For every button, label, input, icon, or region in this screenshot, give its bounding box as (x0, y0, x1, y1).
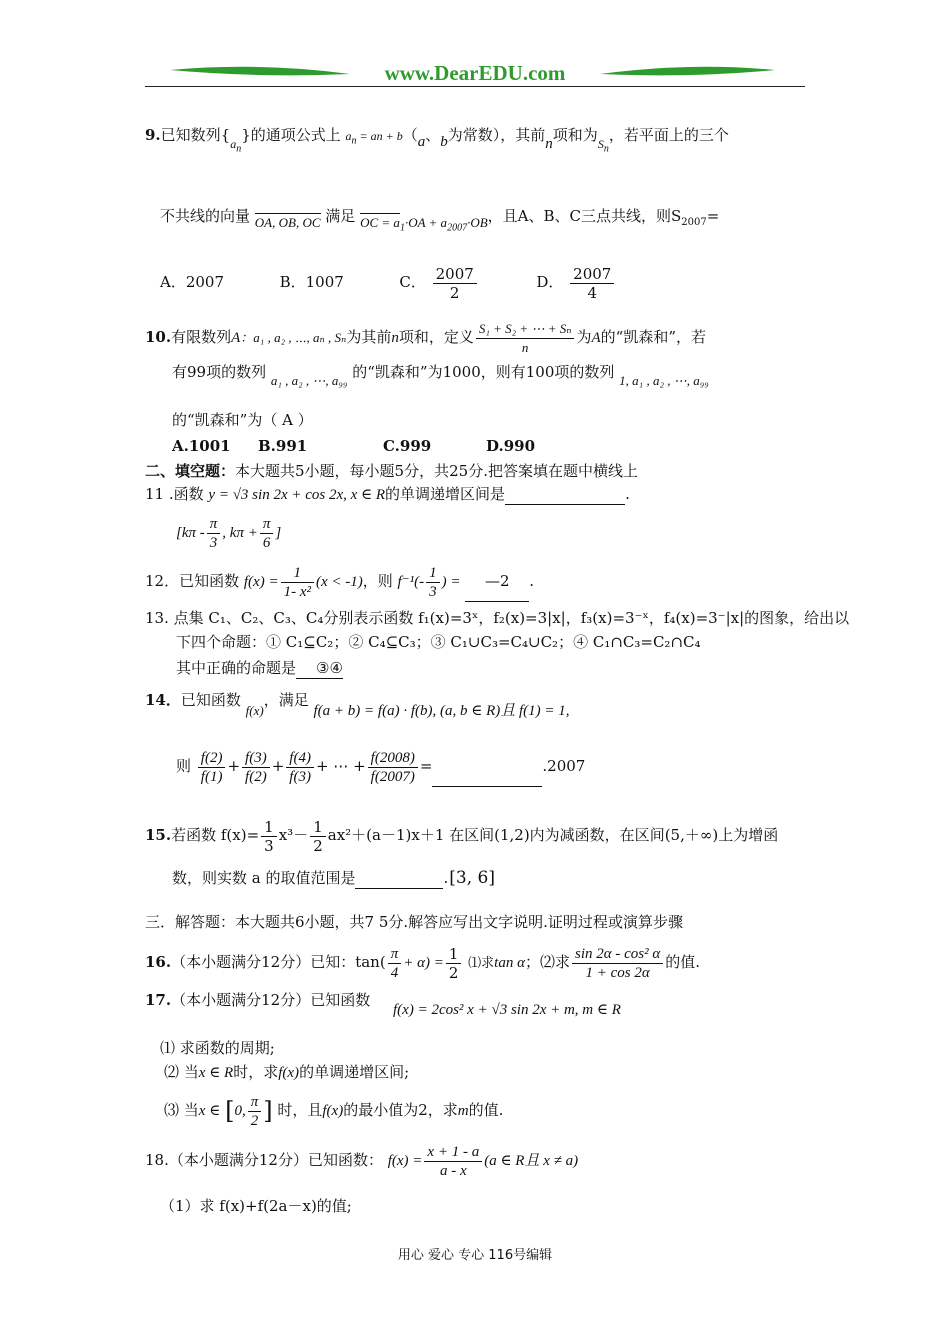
q12-finv: f⁻¹(- (397, 574, 425, 590)
q9-choice-c: C． (399, 273, 426, 291)
q12-number: 12． (145, 572, 180, 590)
q17-line1 (145, 990, 370, 1010)
q18-line1 (145, 1140, 578, 1181)
q9-formula: $a_n$ = an + b (345, 129, 403, 147)
q12-text: 已知函数 (179, 572, 240, 590)
q11-frac2: $\frac{\pi}{6}$ (260, 515, 274, 552)
q10-line2-text: 有99项的数列 (172, 363, 267, 381)
q14-line2: 则 $\frac{f(2)}{f(1)}$ + $\frac{f(3)}{f(2)}$ + $\frac{f(4)}{f(3)}$ + ⋯ + $\frac{f(2008)}{f(2007)}$ = .2007 (176, 746, 585, 787)
logo-swoosh-right (600, 67, 775, 76)
q10-n: n (391, 330, 399, 346)
q18-fx: f(x) = (387, 1153, 423, 1169)
section2-heading (145, 461, 638, 481)
q16-tan: tan α (494, 955, 525, 971)
q17-p3h: 的值. (468, 1101, 504, 1119)
q11-ans-a: [kπ - (176, 525, 205, 541)
q17-p2c: 时，求 (233, 1063, 279, 1081)
q18-frac: $\frac{x + 1 - a}{a - x}$ (424, 1143, 482, 1180)
section3-heading: 三．解答题：本大题共6小题，共7 5分.解答应写出文字说明.证明过程或演算步骤 (145, 913, 683, 931)
q16-tail: 的值. (665, 953, 701, 971)
q14-term4: $\frac{f(2008)}{f(2007)}$ (368, 749, 418, 786)
q10-frac: $\frac{\text{S₁ + S₂ + ⋯ + Sₙ}}{n}$ (476, 320, 575, 357)
q17-p3c: 0, (234, 1103, 246, 1119)
q11-formula: y = √3 sin 2x + cos 2x, x ∈ R (208, 487, 386, 503)
q12-cond: (x < -1) (315, 574, 363, 590)
q9-number: 9. (145, 126, 161, 144)
q13-line2: 下四个命题：① C₁⊆C₂；② C₄⊆C₃；③ C₁∪C₃=C₄∪C₂；④ C₁∩C₃=C₂∩C₄ (176, 633, 701, 651)
q17-bracket-right: ] (263, 1097, 273, 1125)
q17-p2a: ⑵ 当 (164, 1063, 199, 1081)
q10-text2: 为其前 (346, 328, 392, 346)
q14-fx: f(x) (245, 703, 264, 718)
q16-text: （本小题满分12分）已知：tan( (171, 953, 386, 971)
q14-term1: $\frac{f(2)}{f(1)}$ (198, 749, 226, 786)
q10-seq: ：a₁ , a₂ , ⋯, aₙ , Sₙ (240, 330, 347, 345)
q9-choice-a: A．2007 (160, 273, 225, 291)
q10-seq100: 1, a₁ , a₂ , ⋯, a₉₉ (619, 373, 709, 388)
q9-tail: ，若平面上的三个 (608, 126, 729, 144)
q17-p2d: f(x) (278, 1065, 300, 1081)
q11-tail: 的单调递增区间是 (385, 485, 506, 503)
q10-A2: A (591, 330, 601, 346)
q9-satisfy: 满足 (325, 207, 356, 225)
q16-line (145, 942, 700, 984)
q15-text2: x³－ (278, 826, 309, 844)
q12-frac: $\frac{1}{\text{1- x²}}$ (281, 564, 314, 601)
q17-p3e: f(x) (322, 1103, 344, 1119)
q15-answer-blank (355, 868, 443, 889)
q9-vectors: OA, OB, OC (254, 215, 321, 230)
q16-number: 16. (145, 953, 172, 971)
q15-text1: 若函数 f(x)= (171, 826, 260, 844)
q16-frac2: $\frac{1}{2}$ (446, 945, 462, 982)
q17-number: 17. (145, 991, 172, 1009)
q9-sep: 、 (425, 126, 441, 144)
q9-const: 为常数），其前 (447, 126, 546, 144)
q11-line1 (145, 484, 630, 505)
q17-p2e: 的单调递增区间; (299, 1063, 410, 1081)
section2-title: 二、填空题： (145, 462, 236, 480)
logo-text: www.DearEDU.com (384, 61, 566, 85)
q13-answer: ③④ (296, 658, 343, 679)
q11-answer-blank (505, 484, 625, 505)
q9-choice-b: B．1007 (279, 273, 344, 291)
q18-part1: （1）求 f(x)+f(2a－x)的值; (160, 1197, 352, 1215)
q9-sn: Sn (597, 137, 609, 155)
q10-seq99: a₁ , a₂ , ⋯, a₉₉ (270, 373, 348, 388)
q9-b-var: b (440, 134, 448, 150)
q15-line2: 数，则实数 a 的取值范围是 .[3, 6] (172, 868, 495, 888)
q14-eq: = (419, 757, 433, 775)
q9-line2-text: 不共线的向量 (160, 207, 251, 225)
q15-answer: [3, 6] (449, 868, 495, 888)
q17-part2 (164, 1062, 409, 1083)
q12-fx: f(x) = (243, 574, 279, 590)
q9-line2 (160, 206, 719, 239)
q14-line1 (145, 690, 570, 721)
q10-line2b: 的“凯森和”为1000，则有100项的数列 (352, 363, 615, 381)
q17-text: （本小题满分12分）已知函数 (171, 991, 371, 1009)
q16-part1: ⑴求 (468, 956, 495, 971)
section2-desc: 本大题共5小题，每小题5分，共25分.把答案填在题中横线上 (235, 462, 638, 480)
q17-formula: f(x) = 2cos² x + √3 sin 2x + m, m ∈ R (393, 1002, 621, 1018)
q16-frac3: $\frac{\text{sin 2α - cos² α}}{1 + \cos 2\alpha}$ (572, 945, 663, 982)
q10-text3: 项和，定义 (398, 328, 474, 346)
q10-line2 (172, 362, 709, 391)
q12-then: ，则 (362, 572, 393, 590)
q17-p2b: x ∈ R (198, 1065, 234, 1081)
q10-A: A (231, 330, 241, 346)
q14-answer-blank (432, 746, 542, 787)
q17-part1: ⑴ 求函数的周期; (160, 1039, 275, 1057)
q10-line1 (145, 318, 706, 357)
q15-frac2: $\frac{1}{2}$ (310, 818, 326, 855)
q10-line3: 的“凯森和”为（ A ） (172, 411, 313, 429)
q16-part2: ；⑵求 (524, 953, 570, 971)
q17-p3d: 时，且 (277, 1101, 323, 1119)
logo-swoosh-left (170, 67, 350, 76)
q9-text: 已知数列{ (160, 126, 231, 144)
q9-a-var: a (417, 134, 426, 150)
q9-choice-d-frac: $\frac{2007}{4}$ (570, 265, 614, 302)
q11-ans-b: , kπ + (222, 525, 258, 541)
q14-term2: $\frac{f(3)}{f(2)}$ (242, 749, 270, 786)
q9-terms: 项和为 (552, 126, 598, 144)
q10-choice-a: A.1001 (172, 437, 231, 455)
q9-an: an (230, 137, 242, 155)
q17-p3b: x ∈ (198, 1103, 221, 1119)
q10-choice-b: B.991 (258, 437, 308, 455)
q17-bracket-left: [ (225, 1097, 235, 1125)
q12-period: . (529, 572, 535, 590)
q9-choice-d: D． (536, 273, 564, 291)
q14-answer: .2007 (542, 757, 586, 775)
q18-number: 18. (145, 1151, 169, 1169)
q15-line2-text: 数，则实数 a 的取值范围是 (172, 869, 356, 887)
q9-s2007-sub: 2007 (681, 217, 707, 228)
q17-part3 (164, 1090, 503, 1131)
q18-text: （本小题满分12分）已知函数： (168, 1151, 383, 1169)
q9-paren: （ (402, 126, 418, 144)
header-rule (145, 86, 805, 87)
q10-text4: 为 (576, 328, 592, 346)
q15-line1 (145, 815, 778, 855)
q11-text: 函数 (173, 485, 204, 503)
q15-frac1: $\frac{1}{3}$ (261, 818, 277, 855)
q9-text2: }的通项公式上 (241, 126, 341, 144)
q10-number: 10. (145, 328, 172, 346)
q15-text3: ax²＋(a－1)x＋1 在区间(1,2)内为减函数，在区间(5,＋∞)上为增函 (327, 826, 779, 844)
q14-satisfy: ，满足 (263, 691, 309, 709)
q9-line2b: ，且A、B、C三点共线，则S (487, 207, 682, 225)
q10-text: 有限数列 (171, 328, 232, 346)
q10-choice-d: D.990 (486, 437, 536, 455)
q9-oc-expr: OC = $a_1\cdot OA + a_{2007}\cdot OB$ (360, 215, 488, 234)
q10-choice-c: C.999 (383, 437, 432, 455)
q12-frac2: $\frac{1}{3}$ (426, 564, 440, 601)
q15-number: 15. (145, 826, 172, 844)
q10-choices (172, 436, 535, 456)
q14-then: 则 (176, 757, 192, 775)
q11-number: 11 . (145, 485, 174, 503)
q11-frac1: $\frac{\pi}{3}$ (207, 515, 221, 552)
q13-line1: 13. 点集 C₁、C₂、C₃、C₄分别表示函数 f₁(x)=3ˣ，f₂(x)=3|x|，f₃(x)=3⁻ˣ，f₄(x)=3⁻|x|的图象，给出以 (145, 609, 850, 627)
q12-close: ) = (441, 574, 461, 590)
q9-eq: = (706, 207, 720, 225)
q13-line3-text: 其中正确的命题是 (176, 659, 297, 677)
q11-ans-c: ] (275, 525, 282, 541)
q9-line1 (145, 125, 729, 159)
q14-number: 14． (145, 691, 181, 709)
q12-answer: —2 (465, 561, 529, 602)
q9-choices (160, 262, 616, 302)
q14-term3: $\frac{f(4)}{f(3)}$ (286, 749, 314, 786)
q17-p3f: 的最小值为2，求 (343, 1101, 458, 1119)
q14-text: 已知函数 (180, 691, 241, 709)
q18-cond: (a ∈ R且 x ≠ a) (484, 1153, 579, 1169)
q9-n-var: n (545, 136, 553, 152)
q16-frac1: $\frac{\pi}{4}$ (388, 945, 402, 982)
q14-cond: f(a + b) = f(a) · f(b), (a, b ∈ R)且 f(1) = 1, (313, 703, 570, 719)
q11-answer (176, 512, 281, 553)
q12-line (145, 561, 534, 602)
q10-text5: 的“凯森和”，若 (600, 328, 707, 346)
q13-line3 (176, 658, 343, 679)
q17-frac: $\frac{\pi}{2}$ (248, 1093, 262, 1130)
q17-p3g: m (457, 1103, 469, 1119)
page-footer: 用心 爱心 专心 116号编辑 (397, 1248, 553, 1263)
q16-mid: + α) = (403, 955, 444, 971)
q9-choice-c-frac: $\frac{2007}{2}$ (433, 265, 477, 302)
q11-period: . (625, 485, 630, 503)
q17-p3a: ⑶ 当 (164, 1101, 199, 1119)
q14-dots: + ⋯ + (315, 757, 366, 775)
